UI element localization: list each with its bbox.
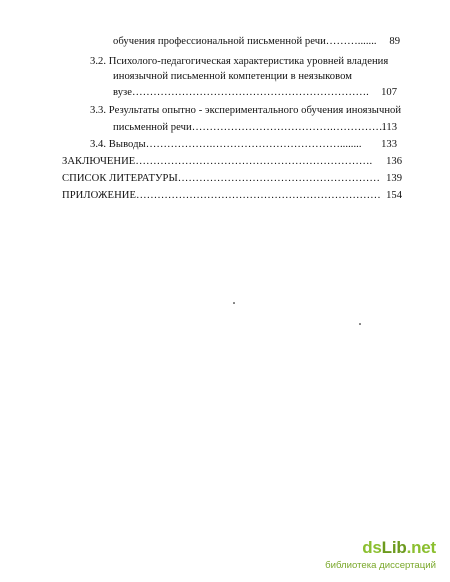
toc-entry-continuation: письменной речи………………………………….……………	[113, 122, 386, 133]
toc-page-number: 89	[389, 36, 400, 47]
toc-entry-3-2: 3.2. Психолого-педагогическая характеристика уровней владения	[90, 56, 389, 67]
toc-entry-3-4: 3.4. Выводы……………….………………………………........	[90, 139, 362, 150]
toc-entry-3-3: 3.3. Результаты опытно - экспериментального обучения иноязычной	[90, 105, 402, 116]
toc-page-number: 133	[381, 139, 397, 150]
toc-entry-appendix: ПРИЛОЖЕНИЕ……………………………………………………………	[62, 190, 381, 201]
toc-page-number: 139	[386, 173, 402, 184]
watermark-subtitle: библиотека диссертаций	[325, 560, 436, 571]
toc-entry-references: СПИСОК ЛИТЕРАТУРЫ…………………………………………………	[62, 173, 381, 184]
toc-entry-continuation: обучения профессиональной письменной речи……….......	[113, 36, 377, 47]
dslib-watermark	[325, 538, 436, 576]
toc-page-number: 107	[381, 87, 397, 98]
logo-ds: ds	[362, 538, 382, 557]
toc-entry-conclusion: ЗАКЛЮЧЕНИЕ………………………………………………………….	[62, 156, 373, 167]
toc-entry-continuation: иноязычной письменной компетенции в неязыковом	[113, 71, 353, 82]
toc-page-number: 136	[386, 156, 402, 167]
toc-entry-continuation: вузе………………………………………………………….	[113, 87, 369, 98]
scan-speck	[359, 323, 361, 325]
logo-net: .net	[406, 538, 436, 557]
toc-page-number: 113	[381, 122, 397, 133]
logo-lib: Lib	[381, 538, 407, 557]
dslib-logo	[362, 538, 436, 558]
toc-page-number: 154	[386, 190, 402, 201]
scan-speck	[233, 302, 235, 304]
